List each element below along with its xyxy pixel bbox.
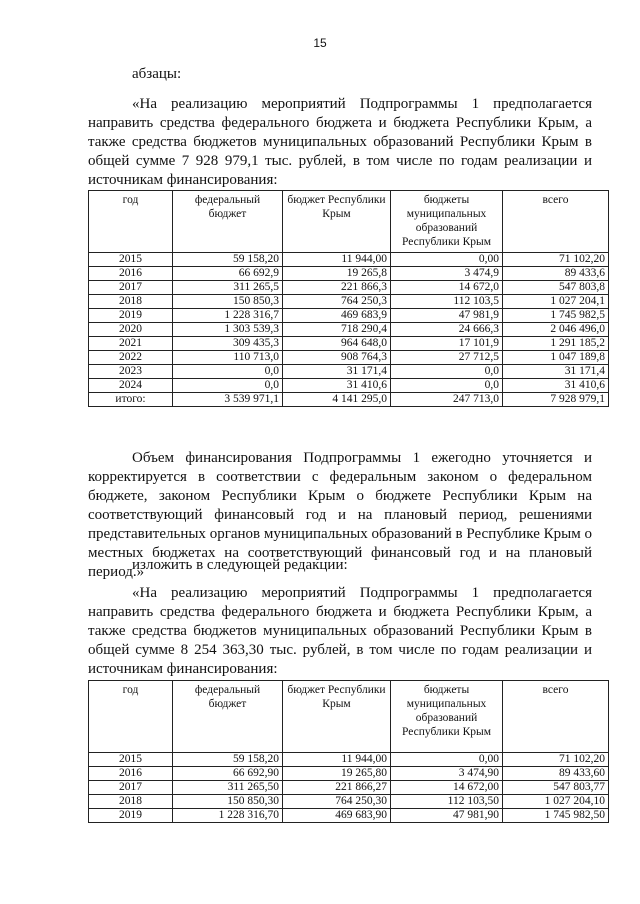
table-row — [89, 281, 609, 295]
table-row — [89, 295, 609, 309]
cell-total: 7 928 979,1 — [503, 393, 609, 407]
cell-total: 71 102,20 — [503, 753, 609, 767]
cell-crimea: 31 410,6 — [283, 379, 391, 393]
table-row — [89, 365, 609, 379]
cell-municipal: 17 101,9 — [391, 337, 503, 351]
cell-municipal: 14 672,0 — [391, 281, 503, 295]
table-row — [89, 753, 609, 767]
paragraph-old-total: «На реализацию мероприятий Подпрограммы 1 предполагается направить средства федерального бюджета и бюджета Республики Крым, а также средства бюджетов муниципальных образований Республики Крым в общей сумме 7 928 979,1 тыс. рублей, в том числе по годам реализации и источникам финансирования: — [88, 96, 592, 188]
cell-federal: 3 539 971,1 — [173, 393, 283, 407]
cell-total: 1 027 204,1 — [503, 295, 609, 309]
cell-year: 2019 — [89, 309, 173, 323]
cell-federal: 66 692,90 — [173, 767, 283, 781]
header-federal-budget: федеральный бюджет — [173, 681, 283, 753]
cell-crimea: 764 250,3 — [283, 295, 391, 309]
cell-federal: 311 265,5 — [173, 281, 283, 295]
cell-municipal: 47 981,9 — [391, 309, 503, 323]
cell-federal: 311 265,50 — [173, 781, 283, 795]
cell-federal: 66 692,9 — [173, 267, 283, 281]
cell-municipal: 0,0 — [391, 365, 503, 379]
cell-municipal: 3 474,90 — [391, 767, 503, 781]
cell-crimea: 19 265,8 — [283, 267, 391, 281]
cell-federal: 0,0 — [173, 365, 283, 379]
paragraph-new-total: «На реализацию мероприятий Подпрограммы 1 предполагается направить средства федерального бюджета и бюджета Республики Крым, а также средства бюджетов муниципальных образований Республики Крым в общей сумме 8 254 363,30 тыс. рублей, в том числе по годам реализации и источникам финансирования: — [88, 585, 592, 677]
cell-municipal: 0,0 — [391, 379, 503, 393]
header-municipal-budgets: бюджеты муниципальных образований Республики Крым — [391, 191, 503, 253]
cell-year: 2024 — [89, 379, 173, 393]
paragraph-financing-volume: Объем финансирования Подпрограммы 1 ежегодно уточняется и корректируется в соответствии с федеральным законом о федеральном бюджете, законом Республики Крым о бюджете Республики Крым на соответствующий финансовый год и на плановый период, решениями представительных органов муниципальных образований в Республике Крым о местных бюджетах на соответствующий финансовый год и на плановый период.» — [88, 450, 592, 580]
page-number: 15 — [313, 36, 327, 50]
table-row — [89, 795, 609, 809]
cell-municipal: 27 712,5 — [391, 351, 503, 365]
cell-year: итого: — [89, 393, 173, 407]
cell-federal: 150 850,3 — [173, 295, 283, 309]
cell-crimea: 4 141 295,0 — [283, 393, 391, 407]
cell-municipal: 112 103,5 — [391, 295, 503, 309]
cell-federal: 1 228 316,7 — [173, 309, 283, 323]
header-year: год — [89, 191, 173, 253]
table-row — [89, 323, 609, 337]
cell-federal: 0,0 — [173, 379, 283, 393]
cell-total: 89 433,60 — [503, 767, 609, 781]
cell-municipal: 14 672,00 — [391, 781, 503, 795]
table-row — [89, 809, 609, 823]
cell-crimea: 908 764,3 — [283, 351, 391, 365]
table-row — [89, 309, 609, 323]
cell-crimea: 31 171,4 — [283, 365, 391, 379]
cell-total: 71 102,20 — [503, 253, 609, 267]
cell-total: 1 745 982,50 — [503, 809, 609, 823]
cell-total: 547 803,77 — [503, 781, 609, 795]
header-crimea-budget: бюджет Республики Крым — [283, 191, 391, 253]
table-row — [89, 767, 609, 781]
cell-federal: 1 228 316,70 — [173, 809, 283, 823]
cell-federal: 309 435,3 — [173, 337, 283, 351]
table-row — [89, 337, 609, 351]
cell-crimea: 469 683,90 — [283, 809, 391, 823]
cell-total: 1 047 189,8 — [503, 351, 609, 365]
table-row — [89, 379, 609, 393]
cell-federal: 110 713,0 — [173, 351, 283, 365]
cell-total: 89 433,6 — [503, 267, 609, 281]
cell-crimea: 221 866,27 — [283, 781, 391, 795]
cell-municipal: 3 474,9 — [391, 267, 503, 281]
cell-crimea: 964 648,0 — [283, 337, 391, 351]
header-crimea-budget: бюджет Республики Крым — [283, 681, 391, 753]
cell-year: 2016 — [89, 767, 173, 781]
cell-year: 2022 — [89, 351, 173, 365]
cell-municipal: 0,00 — [391, 753, 503, 767]
cell-year: 2016 — [89, 267, 173, 281]
header-total: всего — [503, 191, 609, 253]
cell-year: 2017 — [89, 281, 173, 295]
header-federal-budget: федеральный бюджет — [173, 191, 283, 253]
header-year: год — [89, 681, 173, 753]
cell-total: 31 171,4 — [503, 365, 609, 379]
cell-federal: 59 158,20 — [173, 253, 283, 267]
header-municipal-budgets: бюджеты муниципальных образований Республики Крым — [391, 681, 503, 753]
cell-year: 2023 — [89, 365, 173, 379]
cell-year: 2021 — [89, 337, 173, 351]
cell-municipal: 47 981,90 — [391, 809, 503, 823]
cell-federal: 1 303 539,3 — [173, 323, 283, 337]
cell-total: 547 803,8 — [503, 281, 609, 295]
cell-total: 1 027 204,10 — [503, 795, 609, 809]
cell-federal: 59 158,20 — [173, 753, 283, 767]
cell-federal: 150 850,30 — [173, 795, 283, 809]
instruction-text: изложить в следующей редакции: — [132, 557, 348, 573]
header-total: всего — [503, 681, 609, 753]
cell-total: 2 046 496,0 — [503, 323, 609, 337]
table-row — [89, 253, 609, 267]
financing-table-old — [88, 190, 609, 407]
cell-crimea: 11 944,00 — [283, 753, 391, 767]
table-row — [89, 781, 609, 795]
cell-total: 1 745 982,5 — [503, 309, 609, 323]
cell-year: 2019 — [89, 809, 173, 823]
table-row — [89, 393, 609, 407]
cell-crimea: 11 944,00 — [283, 253, 391, 267]
table-row — [89, 351, 609, 365]
cell-crimea: 718 290,4 — [283, 323, 391, 337]
cell-crimea: 19 265,80 — [283, 767, 391, 781]
cell-year: 2018 — [89, 295, 173, 309]
financing-table-new — [88, 680, 609, 823]
cell-municipal: 24 666,3 — [391, 323, 503, 337]
cell-year: 2018 — [89, 795, 173, 809]
cell-municipal: 247 713,0 — [391, 393, 503, 407]
cell-year: 2020 — [89, 323, 173, 337]
cell-municipal: 0,00 — [391, 253, 503, 267]
cell-year: 2017 — [89, 781, 173, 795]
cell-total: 1 291 185,2 — [503, 337, 609, 351]
cell-crimea: 764 250,30 — [283, 795, 391, 809]
intro-word: абзацы: — [132, 66, 182, 82]
cell-crimea: 469 683,9 — [283, 309, 391, 323]
cell-crimea: 221 866,3 — [283, 281, 391, 295]
cell-municipal: 112 103,50 — [391, 795, 503, 809]
cell-year: 2015 — [89, 753, 173, 767]
cell-year: 2015 — [89, 253, 173, 267]
table-row — [89, 267, 609, 281]
cell-total: 31 410,6 — [503, 379, 609, 393]
